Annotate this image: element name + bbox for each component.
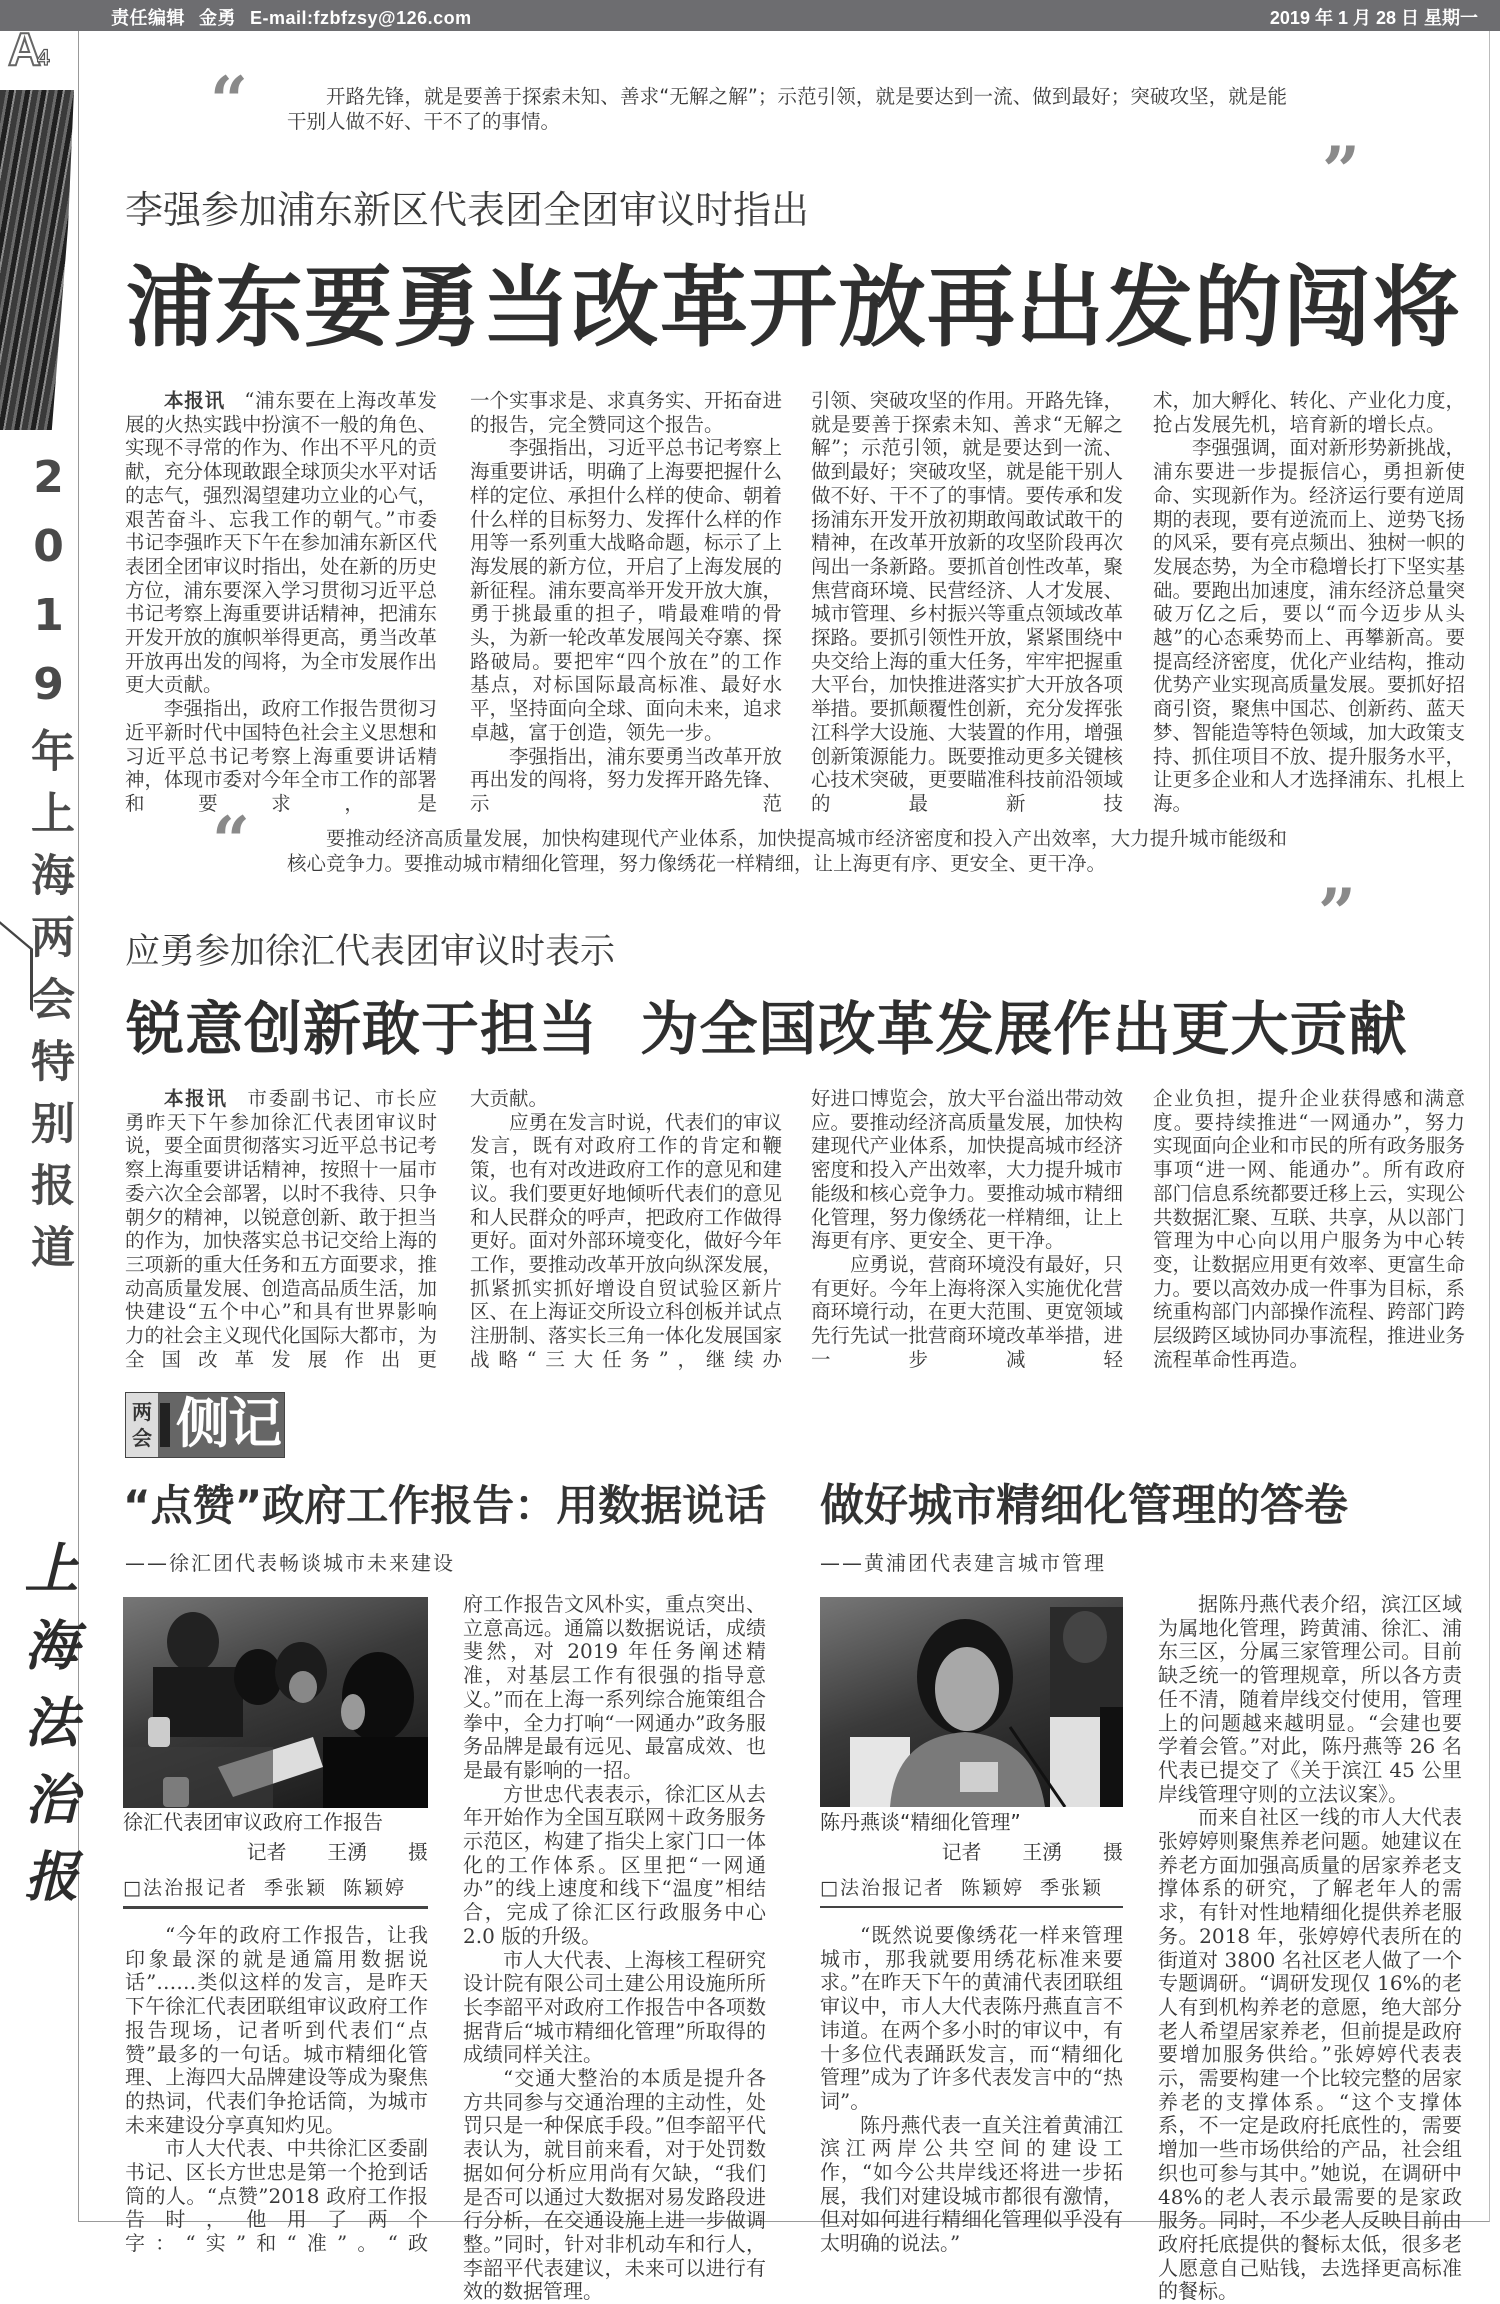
page-number-badge [8,22,45,76]
paragraph: “交通大整治的本质是提升各方共同参与交通治理的主动性，处罚只是一种保底手段。”但李韶平代表认为，就目前来看，对于处罚数据如何分析应用尚有欠缺，“我们是否可以通过大数据对易发路段进行分析，在交通设施上进一步做调整。”同时，针对非机动车和行人，李韶平代表建议，未来可以进行有效的数据管理。 [463,2066,766,2304]
brush-stroke-decoration [0,90,74,430]
article-column [1153,389,1465,816]
close-quote-icon: ” [1318,874,1356,952]
paragraph: 李强指出，政府工作报告贯彻习近平新时代中国特色社会主义思想和习近平总书记考察上海重要讲话精神，体现市委对今年全市工作的部署和要求，是 [125,697,438,815]
article-headline: “点赞”政府工作报告：用数据说话 [123,1481,767,1530]
reporter-name: 季张颖 [263,1877,327,1899]
paragraph: 李强指出，习近平总书记考察上海重要讲话，明确了上海要把握什么样的定位、承担什么样的使命、朝着什么样的目标努力、发挥什么样的作用等一系列重大战略命题，标示了上海发展的新方位，开启了上海发展的新征程。浦东要高举开发开放大旗，勇于挑最重的担子，啃最难啃的骨头，为新一轮改革发展闯关夺寨、探路破局。要把牢“四个放在”的工作基点，对标国际最高标准、最好水平，坚持面向全球、面向未来，追求卓越，富于创造，领先一步。 [470,436,783,744]
article-kicker: 李强参加浦东新区代表团全团审议时指出 [125,188,810,232]
page-number: 4 [37,45,46,70]
article-column [125,389,437,816]
paragraph: 应勇在发言时说，代表们的审议发言，既有对政府工作的肯定和鞭策，也有对改进政府工作的意见和建议。我们要更好地倾听代表们的意见和人民群众的呼声，把政府工作做得更好。面对外部环境变化，做好今年工作，要推动改革开放向纵深发展，抓紧抓实抓好增设自贸试验区新片区、在上海证交所设立科创板并试点注册制、落实长三角一体化发展国家战略“三大任务”，继续办 [470,1110,783,1371]
paragraph: 一个实事求是、求真务实、开拓奋进的报告，完全赞同这个报告。 [470,389,783,436]
article-column [811,1087,1123,1371]
paragraph: 府工作报告文风朴实，重点突出、立意高远。通篇以数据说话，成绩斐然，对 2019 年任务阐述精准，对基层工作有很强的指导意义。”而在上海一系列综合施策组合拳中，全力打响“一网通办”政务服务品牌是最有远见、最富成效、也是最有影响的一招。 [463,1592,766,1782]
page-header-bar [0,0,1500,31]
article-headline: 浦东要勇当改革开放再出发的闯将 [126,256,1462,359]
paragraph: 李强强调，面对新形势新挑战，浦东要进一步提振信心，勇担新使命、实现新作为。经济运行要有逆周期的表现，要有逆流而上、逆势飞扬的风采，要有亮点频出、独树一帜的发展态势，为全市稳增长打下坚实基础。要跑出加速度，浦东经济总量突破万亿之后，要以“而今迈步从头越”的心态乘势而上、再攀新高。要提高经济密度，优化产业结构，推动优势产业实现高质量发展。要抓好招商引资，聚焦中国芯、创新药、蓝天梦、智能造等特色领域，加大政策支持、抓住项目不放、提升服务水平，让更多企业和人才选择浦东、扎根上海。 [1153,436,1466,815]
editor-name: 金勇 [199,8,236,28]
photo-credit: 记者 王湧 摄 [941,1840,1123,1864]
paragraph-text: “浦东要在上海改革发展的火热实践中扮演不一般的角色、实现不寻常的作为、作出不平凡的贡献，充分体现敢跟全球顶尖水平对话的志气，强烈渴望建功立业的心气，艰苦奋斗、忘我工作的朝气。”市委书记李强昨天下午在参加浦东新区代表团全团审议时指出，处在新的历史方位，浦东要深入学习贯彻习近平总书记考察上海重要讲话精神，把浦东开发开放的旗帜举得更高，勇当改革开放再出发的闯将，为全市发展作出更大贡献。 [125,389,438,697]
paragraph: 方世忠代表表示，徐汇区从去年开始作为全国互联网＋政务服务示范区，构建了指尖上家门口一体化的工作体系。区里把“一网通办”的线上速度和线下“温度”相结合，完成了徐汇区行政服务中心 2.0 版的升级。 [463,1781,766,1948]
photo-caption: 陈丹燕谈“精细化管理” [820,1810,1021,1834]
paragraph: 据陈丹燕代表介绍，滨江区域为属地化管理，跨黄浦、徐汇、浦东三区，分属三家管理公司。目前缺乏统一的管理规章，所以各方责任不清，随着岸线交付使用，管理上的问题越来越明显。“会建也要学着会管。”对此，陈丹燕等 26 名代表已提交了《关于滨江 45 公里岸线管理守则的立法议案》。 [1158,1592,1462,1806]
special-report-title: 2019年上海两会特别报道 [23,452,74,1286]
reporter-name: 陈颖婷 [960,1877,1024,1899]
paragraph: 陈丹燕代表一直关注着黄浦江滨江两岸公共空间的建设工作，“如今公共岸线还将进一步拓展，我们对建设城市都很有激情，但对如何进行精细化管理似乎没有太明确的说法。” [820,2112,1123,2256]
photo-caption: 徐汇代表团审议政府工作报告 [123,1810,383,1834]
paragraph [125,389,437,697]
article-column [1153,1087,1465,1371]
dateline: 本报讯 [164,389,225,412]
photo-delegate-speaking [820,1597,1123,1807]
section-label-divider [160,1403,170,1447]
article-subtitle: ——徐汇团代表畅谈城市未来建设 [125,1551,455,1575]
section-label [125,1392,285,1458]
photo-delegates-reviewing-report [123,1597,428,1808]
article-column [820,1924,1123,2256]
page-letter: A [8,23,38,75]
newspaper-logo: 上海法治报 [16,1540,80,1925]
byline-prefix: □法治报记者 [820,1877,945,1899]
paragraph: 李强指出，浦东要勇当改革开放再出发的闯将，努力发挥开路先锋、示范 [470,744,783,815]
section-label-large: 侧记 [176,1392,280,1455]
paragraph: “今年的政府工作报告，让我印象最深的就是通篇用数据说话”……类似这样的发言，是昨天下午徐汇代表团联组审议政府工作报告现场，记者听到代表们“点赞”最多的一句话。城市精细化管理、上海四大品牌建设等成为聚焦的热词，代表们争抢话筒，为城市未来建设分享真知灼见。 [125,1923,428,2137]
paragraph: 市人大代表、中共徐汇区委副书记、区长方世忠是第一个抢到话筒的人。“点赞”2018 政府工作报告时，他用了两个字：“实”和“准”。“政 [125,2136,428,2256]
article-column [1158,1593,1462,2304]
issue-date: 2019 年 1 月 28 日 星期一 [1269,8,1478,28]
open-quote-icon: “ [210,62,248,140]
paragraph: “既然说要像绣花一样来管理城市，那我就要用绣花标准来要求。”在昨天下午的黄浦代表团联组审议中，市人大代表陈丹燕直言不讳道。在两个多小时的审议中，有十多位代表踊跃发言，而“精细化管理”成为了许多代表发言中的“热词”。 [820,1923,1123,2113]
article-column [125,1924,428,2256]
dateline: 本报讯 [164,1087,228,1110]
editor-label: 责任编辑 [111,8,185,28]
pull-quote: 开路先锋，就是要善于探索未知、善求“无解之解”；示范引领，就是要达到一流、做到最好；突破攻坚，就是能干别人做不好、干不了的事情。 [287,85,1287,133]
reporter-name: 季张颖 [1039,1877,1103,1899]
paragraph: 好进口博览会，放大平台溢出带动效应。要推动经济高质量发展，加快构建现代产业体系，加快提高城市经济密度和投入产出效率，大力提升城市能级和核心竞争力。要推动城市精细化管理，努力像绣花一样精细，让上海更有序、更安全、更干净。 [811,1087,1124,1253]
close-quote-icon: ” [1322,132,1360,210]
paragraph: 企业负担，提升企业获得感和满意度。要持续推进“一网通办”，努力实现面向企业和市民的所有政务服务事项“进一网、能通办”。所有政府部门信息系统都要迁移上云，实现公共数据汇聚、互联、共享，从以部门管理为中心向以用户服务为中心转变，让数据应用更有效率、更富生命力。要以高效办成一件事为目标，系统重构部门内部操作流程、跨部门跨层级跨区域协同办事流程，推进业务流程革命性再造。 [1153,1087,1466,1371]
article-column [470,1087,782,1371]
article-kicker: 应勇参加徐汇代表团审议时表示 [125,932,616,972]
article-column [463,1593,766,2304]
byline-prefix: □法治报记者 [123,1877,248,1899]
paragraph: 大贡献。 [470,1087,549,1110]
section-label-small: 两会 [126,1393,158,1457]
paragraph-text: 市委副书记、市长应勇昨天下午参加徐汇代表团审议时说，要全面贯彻落实习近平总书记考察上海重要讲话精神，按照十一届市委六次全会部署，以时不我待、只争朝夕的精神，以锐意创新、敢于担当的作为，加快落实总书记交给上海的三项新的重大任务和五方面要求，推动高质量发展、创造高品质生活，加快建设“五个中心”和具有世界影响力的社会主义现代化国际大都市，为全国改革发展作出更 [125,1087,438,1371]
paragraph: 而来自社区一线的市人大代表张婷婷则聚焦养老问题。她建议在养老方面加强高质量的居家养老支撑体系的研究，了解老年人的需求，有针对性地精细化提供养老服务。2018 年，张婷婷代表所在的街道对 3800 名社区老人做了一个专题调研。“调研发现仅 16%的老人有到机构养老的意愿，绝大部分老人希望居家养老，但前提是政府要增加服务供给。”张婷婷代表表示，需要构建一个比较完整的居家养老的支撑体系。“这个支撑体系，不一定是政府托底性的，需要增加一些市场供给的产品，社会组织也可参与其中。”她说，在调研中 48%的老人表示最需要的是家政服务。同时，不少老人反映目前由政府托底提供的餐标太低，很多老人愿意自己贴钱，去选择更高标准的餐标。 [1158,1805,1462,2304]
article-column [811,389,1123,816]
article-headline: 做好城市精细化管理的答卷 [820,1480,1348,1531]
open-quote-icon: “ [212,802,250,880]
news-photo [123,1597,428,1808]
article-column [125,1087,437,1371]
reporter-name: 陈颖婷 [342,1877,406,1899]
news-photo [820,1597,1123,1807]
paragraph [125,1087,437,1371]
article-headline: 锐意创新敢于担当 为全国改革发展作出更大贡献 [126,995,1408,1063]
paragraph: 术，加大孵化、转化、产业化力度，抢占发展先机，培育新的增长点。 [1153,389,1466,436]
editor-info [111,4,486,30]
byline [123,1876,428,1909]
pull-quote: 要推动经济高质量发展，加快构建现代产业体系，加快提高城市经济密度和投入产出效率，大力提升城市能级和核心竞争力。要推动城市精细化管理，努力像绣花一样精细，让上海更有序、更安全、更干净。 [287,827,1287,875]
article-subtitle: ——黄浦团代表建言城市管理 [820,1551,1106,1575]
paragraph: 引领、突破攻坚的作用。开路先锋，就是要善于探索未知、善求“无解之解”；示范引领，就是要达到一流、做到最好；突破攻坚，就是能干别人做不好、干不了的事情。要传承和发扬浦东开发开放初期敢闯敢试敢干的精神，在改革开放新的攻坚阶段再次闯出一条新路。要抓首创性改革，聚焦营商环境、民营经济、人才发展、城市管理、乡村振兴等重点领域改革探路。要抓引领性开放，紧紧围绕中央交给上海的重大任务，牢牢把握重大平台，加快推进落实扩大开放各项举措。要抓颠覆性创新，充分发挥张江科学大设施、大装置的作用，增强创新策源能力。既要推动更多关键核心技术突破，更要瞄准科技前沿领域的最新技 [811,389,1124,815]
byline [820,1876,1123,1908]
paragraph: 应勇说，营商环境没有最好，只有更好。今年上海将深入实施优化营商环境行动，在更大范围、更宽领域先行先试一批营商环境改革举措，进一步减轻 [811,1252,1124,1371]
editor-email: E-mail:fzbfzsy@126.com [250,8,472,28]
paragraph: 市人大代表、上海核工程研究设计院有限公司土建公用设施所所长李韶平对政府工作报告中各项数据背后“城市精细化管理”所取得的成绩同样关注。 [463,1947,766,2067]
article-column [470,389,782,816]
photo-credit: 记者 王湧 摄 [246,1840,428,1864]
